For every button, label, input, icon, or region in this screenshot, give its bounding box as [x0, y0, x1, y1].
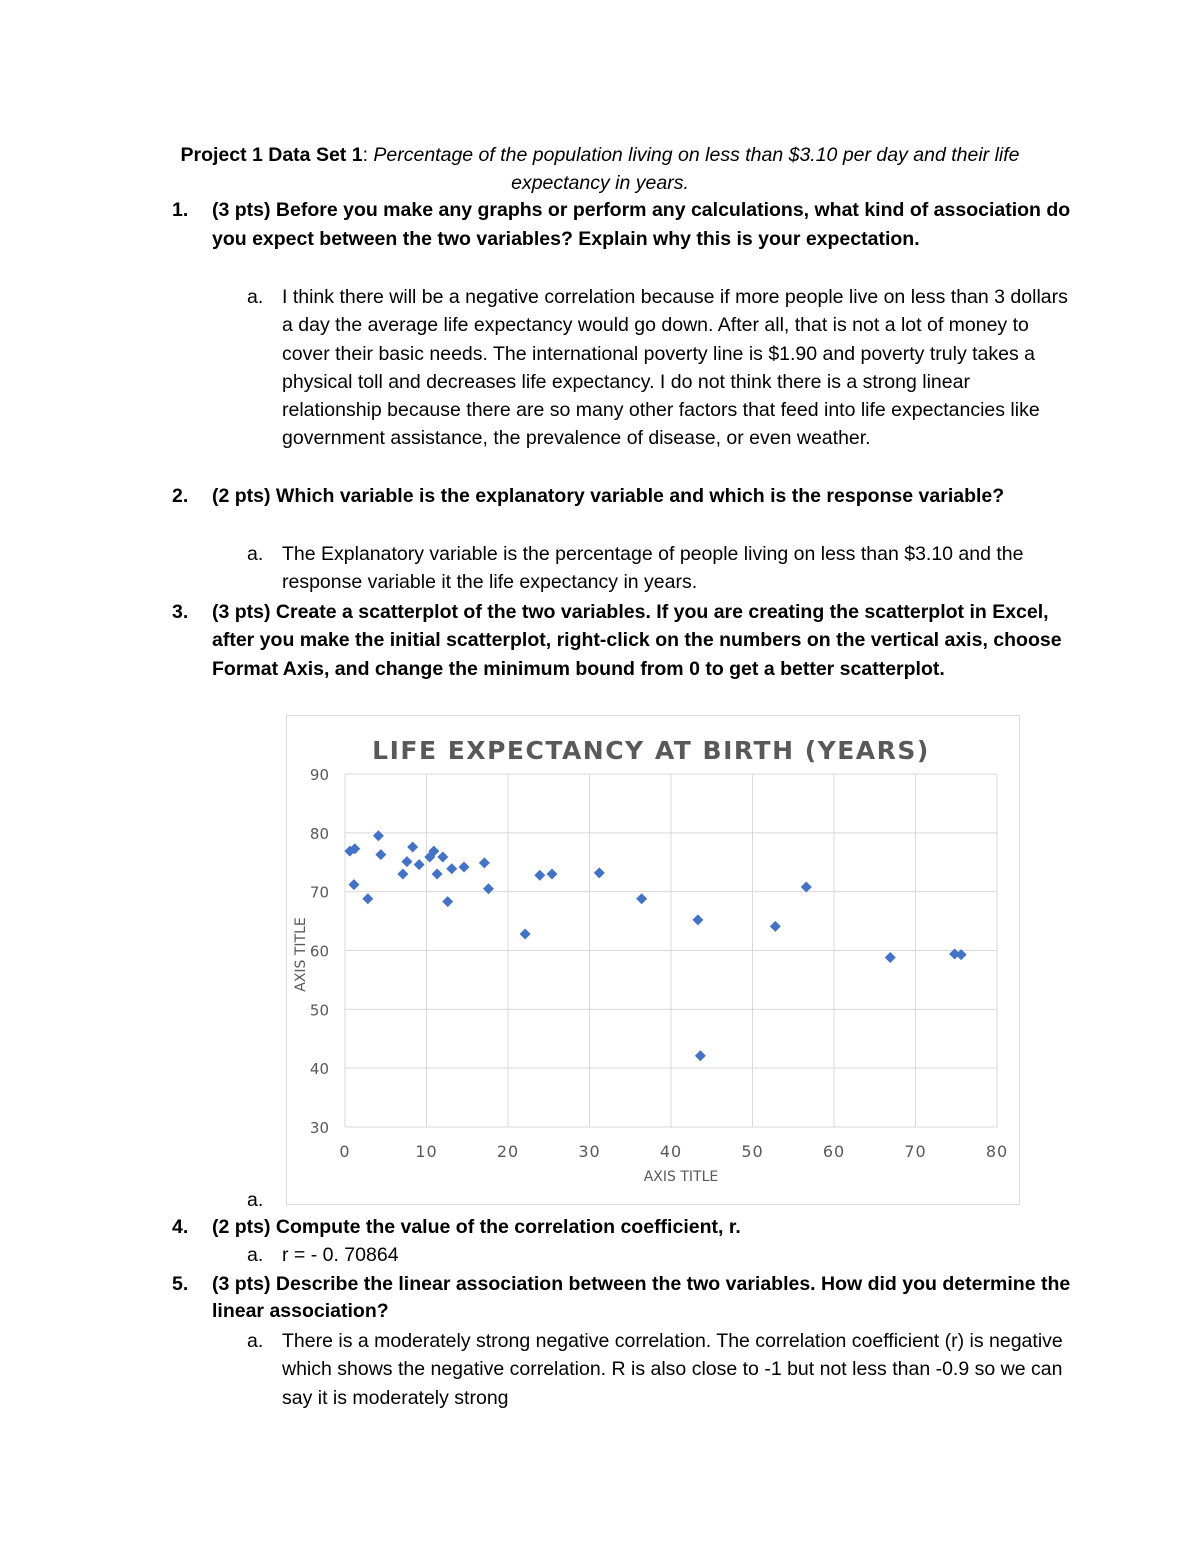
x-tick-label: 50	[741, 1142, 764, 1161]
answer-2	[247, 540, 1072, 597]
data-point	[458, 861, 469, 872]
y-tick-label: 60	[309, 942, 329, 961]
question-text: (3 pts) Describe the linear association between the two variables. How did you determine the linear association?	[212, 1273, 1071, 1322]
answer-5	[247, 1327, 1072, 1412]
answer-marker: a.	[247, 543, 264, 565]
question-3	[172, 598, 1072, 683]
x-tick-label: 30	[578, 1142, 601, 1161]
question-1	[172, 196, 1072, 254]
chart-title: LIFE EXPECTANCY AT BIRTH (YEARS)	[372, 736, 930, 765]
answer-marker: a.	[247, 1330, 264, 1352]
question-number: 4.	[172, 1216, 189, 1238]
title-italic: Percentage of the population living on less than $3.10 per day and their life expectancy in years.	[367, 144, 1020, 194]
data-point	[801, 881, 812, 892]
document-title	[140, 141, 1060, 197]
title-bold: Project 1 Data Set 1	[180, 144, 363, 166]
data-point	[375, 849, 386, 860]
data-point	[432, 869, 443, 880]
question-text: (3 pts) Create a scatterplot of the two variables. If you are creating the scatterplot in Excel, after you make the initial scatterplot, right-click on the numbers on the vertical axis, choose Format Axis, and change the minimum bound from 0 to get a better scatterplot.	[212, 601, 1062, 680]
data-point	[692, 914, 703, 925]
answer-marker: a.	[247, 286, 264, 308]
question-2	[172, 482, 1072, 511]
x-tick-label: 60	[822, 1142, 846, 1161]
question-number: 5.	[172, 1273, 189, 1295]
data-point	[770, 921, 781, 932]
data-point	[594, 867, 605, 878]
answer-text: The Explanatory variable is the percentage of people living on less than $3.10 and the response variable it the life expectancy in years.	[282, 543, 1024, 594]
scatter-chart	[286, 715, 1020, 1205]
question-number: 1.	[172, 199, 189, 221]
y-tick-label: 50	[309, 1001, 329, 1020]
answer-marker: a.	[247, 1244, 264, 1266]
x-tick-label: 0	[339, 1142, 351, 1161]
data-point	[483, 883, 494, 894]
data-point	[695, 1050, 706, 1061]
x-tick-label: 80	[985, 1142, 1009, 1161]
x-tick-label: 40	[659, 1142, 683, 1161]
question-text: (2 pts) Which variable is the explanatory variable and which is the response variable?	[212, 485, 1005, 507]
data-point	[407, 841, 418, 852]
data-point	[373, 830, 384, 841]
scatter-chart-svg	[287, 716, 1019, 1204]
answer-1	[247, 283, 1072, 453]
data-point	[446, 863, 457, 874]
data-point	[348, 879, 359, 890]
data-point	[442, 896, 453, 907]
question-text: (3 pts) Before you make any graphs or perform any calculations, what kind of association do you expect between the two variables? Explain why this is your expectation.	[212, 199, 1071, 250]
answer-text: r = - 0. 70864	[282, 1244, 399, 1266]
data-point	[520, 929, 531, 940]
data-point	[362, 893, 373, 904]
data-point	[534, 870, 545, 881]
question-number: 2.	[172, 485, 189, 507]
data-point	[547, 869, 558, 880]
title-colon: :	[362, 144, 368, 166]
y-tick-label: 40	[309, 1060, 329, 1079]
answer-text: I think there will be a negative correlation because if more people live on less than 3 dollars a day the average life expectancy would go down. After all, that is not a lot of money to cover their basic needs. The international poverty line is $1.90 and poverty truly takes a physical toll and decreases life expectancy. I do not think there is a strong linear relationship because there are so many other factors that feed into life expectancies like government assistance, the prevalence of disease, or even weather.	[282, 286, 1068, 450]
data-point	[479, 857, 490, 868]
question-4	[172, 1213, 1072, 1242]
data-point	[397, 869, 408, 880]
x-axis-title: AXIS TITLE	[643, 1169, 719, 1185]
data-point	[636, 893, 647, 904]
data-point	[401, 856, 412, 867]
data-point	[437, 851, 448, 862]
y-tick-label: 70	[309, 883, 329, 902]
question-5	[172, 1271, 1072, 1325]
x-tick-label: 70	[904, 1142, 927, 1161]
question-number: 3.	[172, 601, 189, 623]
data-point	[885, 952, 896, 963]
data-point	[414, 859, 425, 870]
answer-text: There is a moderately strong negative correlation. The correlation coefficient (r) is negative which shows the negative correlation. R is also close to -1 but not less than -0.9 so we can say it is moderately strong	[282, 1330, 1063, 1409]
x-tick-label: 10	[415, 1142, 438, 1161]
y-tick-label: 30	[309, 1119, 329, 1137]
y-axis-title: AXIS TITLE	[293, 917, 309, 992]
y-tick-label: 90	[309, 766, 329, 784]
x-tick-label: 20	[496, 1142, 520, 1161]
y-tick-label: 80	[309, 824, 329, 843]
chart-answer-marker: a.	[247, 1189, 264, 1211]
answer-4	[247, 1241, 1072, 1269]
question-text: (2 pts) Compute the value of the correlation coefficient, r.	[212, 1216, 741, 1238]
